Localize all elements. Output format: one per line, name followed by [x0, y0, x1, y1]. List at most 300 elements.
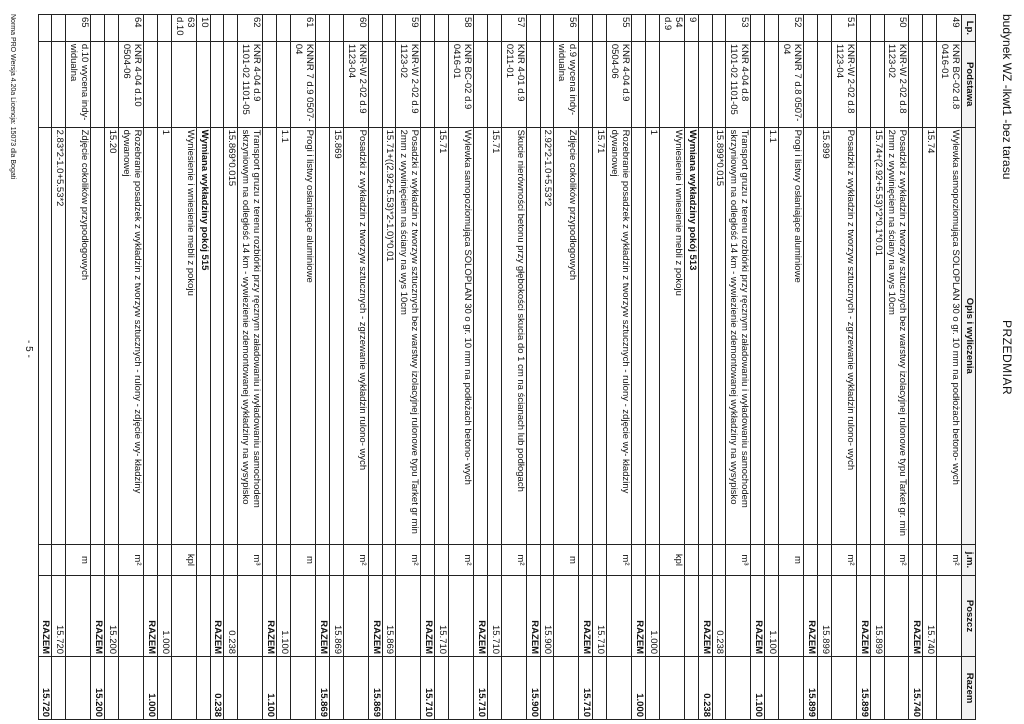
cell-opis: Wylewka samopoziomująca SOLOPLAN 30 o gr. 10 mm na podłożach betono- wych [449, 127, 474, 544]
table-row [277, 15, 291, 720]
cell-razem [937, 657, 962, 720]
cell-podstawa [593, 41, 607, 127]
cell-razem: 15.200 [91, 657, 105, 720]
cell-podstawa [171, 41, 196, 127]
cell-jm [105, 545, 119, 576]
cell-jm: m² [119, 545, 144, 576]
cell-opis: 15.74+(2.92+5.53)*2*0.1*0.01 [870, 127, 884, 544]
cell-jm: m² [396, 545, 421, 576]
cell-podstawa [526, 41, 540, 127]
cell-podstawa [105, 41, 119, 127]
cell-poszcz: 15.200 [105, 575, 119, 656]
cell-poszcz [659, 575, 684, 656]
cell-opis [579, 127, 593, 544]
cell-jm [52, 545, 66, 576]
cell-podstawa [487, 41, 501, 127]
cell-podstawa: KNR-W 2-02 d.9 1123-02 [396, 41, 421, 127]
cell-jm [593, 545, 607, 576]
cell-lp: 53 [726, 15, 751, 42]
cell-podstawa [870, 41, 884, 127]
cell-opis [143, 127, 157, 544]
cell-lp: 61 [291, 15, 316, 42]
cell-lp [52, 15, 66, 42]
cell-poszcz: RAZEM [751, 575, 765, 656]
table-row [487, 15, 501, 720]
cell-razem [645, 657, 659, 720]
cell-jm: kpl [659, 545, 684, 576]
table-header-row [962, 15, 976, 720]
cell-poszcz: 1.000 [157, 575, 171, 656]
cell-jm [698, 545, 712, 576]
cell-jm [804, 545, 818, 576]
cell-opis: 15.71 [435, 127, 449, 544]
cell-poszcz: RAZEM [263, 575, 277, 656]
cell-poszcz: 1.100 [765, 575, 779, 656]
cell-jm: m² [501, 545, 526, 576]
cell-lp: 56 [554, 15, 579, 42]
cell-poszcz: 15.899 [870, 575, 884, 656]
cell-lp: 9 [684, 15, 698, 42]
cell-poszcz [779, 575, 804, 656]
cell-poszcz: RAZEM [856, 575, 870, 656]
cell-opis [263, 127, 277, 544]
cell-lp [473, 15, 487, 42]
cell-lp [909, 15, 923, 42]
cell-jm [765, 545, 779, 576]
cell-podstawa [277, 41, 291, 127]
cell-jm [143, 545, 157, 576]
cell-opis: Posadzki z wykładzin z tworzyw sztucznych bez warstwy izolacyjnej rulonowe typu Tarket gr. min 2mm z wywinięciem na ściany na wys 10cm [884, 127, 909, 544]
cell-podstawa [382, 41, 396, 127]
cell-poszcz [607, 575, 632, 656]
cell-jm: m² [607, 545, 632, 576]
cell-razem [382, 657, 396, 720]
cell-poszcz: 15.900 [540, 575, 554, 656]
cell-lp: 62 [238, 15, 263, 42]
cell-jm: m [779, 545, 804, 576]
table-row-sum [804, 15, 818, 720]
cell-opis [210, 127, 224, 544]
cell-lp: 59 [396, 15, 421, 42]
cell-razem [501, 657, 526, 720]
cell-opis: 15.899 [817, 127, 831, 544]
cell-poszcz [396, 575, 421, 656]
cell-jm: m [554, 545, 579, 576]
table-row [712, 15, 726, 720]
table-row [224, 15, 238, 720]
cell-poszcz: 15.710 [487, 575, 501, 656]
cell-jm [435, 545, 449, 576]
cell-jm [909, 545, 923, 576]
cell-lp: 54 d.9 [659, 15, 684, 42]
cell-opis: Progi i listwy osłaniające aluminiowe [779, 127, 804, 544]
table-row [449, 15, 474, 720]
cell-lp [329, 15, 343, 42]
table-row [238, 15, 263, 720]
cell-razem [171, 657, 196, 720]
cell-poszcz: RAZEM [143, 575, 157, 656]
cell-opis: Wyniesienie i wniesienie mebli z pokoju [171, 127, 196, 544]
cell-poszcz: RAZEM [315, 575, 329, 656]
cell-jm: kpl [171, 545, 196, 576]
cell-lp [526, 15, 540, 42]
table-row-sum [143, 15, 157, 720]
cell-opis: 1.1 [765, 127, 779, 544]
cell-jm [224, 545, 238, 576]
page-number: - 5 - [23, 340, 34, 358]
cell-lp: 57 [501, 15, 526, 42]
cell-jm: m³ [238, 545, 263, 576]
cell-opis: 1 [645, 127, 659, 544]
cell-lp: 10 [196, 15, 210, 42]
cell-jm [632, 545, 646, 576]
cell-poszcz: RAZEM [804, 575, 818, 656]
cell-lp [277, 15, 291, 42]
cell-poszcz: RAZEM [210, 575, 224, 656]
cell-razem [105, 657, 119, 720]
cell-opis: Zdjęcie cokolików przypodłogowych [554, 127, 579, 544]
cell-lp [263, 15, 277, 42]
cell-lp: 51 [831, 15, 856, 42]
cell-opis: Rozebranie posadzek z wykładzin z tworzyw sztucznych - rulony - zdjęcie wy- kładziny dywanowej [119, 127, 144, 544]
cell-jm: m [66, 545, 91, 576]
table-row [765, 15, 779, 720]
table-row-sum [698, 15, 712, 720]
table-row [501, 15, 526, 720]
cell-opis: 15.71 [487, 127, 501, 544]
col-podstawa: Podstawa [962, 41, 976, 127]
cell-lp [435, 15, 449, 42]
cell-lp [856, 15, 870, 42]
cell-opis [473, 127, 487, 544]
cell-poszcz [238, 575, 263, 656]
cell-razem [870, 657, 884, 720]
table-row [52, 15, 66, 720]
cell-razem: 15.710 [579, 657, 593, 720]
cell-razem: 15.899 [804, 657, 818, 720]
cell-razem: 0.238 [698, 657, 712, 720]
cell-podstawa [645, 41, 659, 127]
cell-podstawa: KNR 4-04 d.8 1101-02 1101-05 [726, 41, 751, 127]
cell-podstawa [263, 41, 277, 127]
table-row-sum [856, 15, 870, 720]
cell-razem [291, 657, 316, 720]
cell-podstawa [329, 41, 343, 127]
table-row [593, 15, 607, 720]
cell-poszcz: RAZEM [526, 575, 540, 656]
cell-razem [884, 657, 909, 720]
cell-poszcz [831, 575, 856, 656]
cell-opis [804, 127, 818, 544]
table-row [779, 15, 804, 720]
cell-podstawa: KNR 4-04 d.10 0504-06 [119, 41, 144, 127]
cell-jm: m² [937, 545, 962, 576]
cell-razem: 15.740 [909, 657, 923, 720]
cell-poszcz: RAZEM [632, 575, 646, 656]
cell-poszcz: 15.899 [817, 575, 831, 656]
cell-razem [435, 657, 449, 720]
cell-poszcz: 15.740 [923, 575, 937, 656]
cell-razem: 1.000 [632, 657, 646, 720]
cell-podstawa: KNNR 7 d.8 0507-04 [779, 41, 804, 127]
table-row-sum [368, 15, 382, 720]
table-row [435, 15, 449, 720]
cell-jm [421, 545, 435, 576]
cell-razem [593, 657, 607, 720]
cell-poszcz: 1.100 [277, 575, 291, 656]
table-row [382, 15, 396, 720]
cell-podstawa: KNR-W 2-02 d.8 1123-04 [831, 41, 856, 127]
cell-lp [817, 15, 831, 42]
table-row [870, 15, 884, 720]
table-row-sum [210, 15, 224, 720]
cell-opis: Posadzki z wykładzin z tworzyw sztucznych - zgrzewanie wykładzin rulono- wych [831, 127, 856, 544]
cell-poszcz: 15.869 [329, 575, 343, 656]
cell-lp [870, 15, 884, 42]
cell-lp [210, 15, 224, 42]
cell-jm: m² [449, 545, 474, 576]
col-poszcz: Poszcz [962, 575, 976, 656]
cell-poszcz: RAZEM [698, 575, 712, 656]
cell-razem [66, 657, 91, 720]
cell-lp [38, 15, 52, 42]
cell-poszcz: RAZEM [38, 575, 52, 656]
cell-poszcz [726, 575, 751, 656]
table-row-sum [632, 15, 646, 720]
cell-podstawa: KNR-W 2-02 d.8 1123-02 [884, 41, 909, 127]
cell-podstawa [210, 41, 224, 127]
cell-lp [765, 15, 779, 42]
col-jm: j.m. [962, 545, 976, 576]
cell-podstawa [817, 41, 831, 127]
cell-lp [712, 15, 726, 42]
cell-razem [779, 657, 804, 720]
cell-lp [645, 15, 659, 42]
table-row [884, 15, 909, 720]
cell-podstawa: KNR-W 2-02 d.9 1123-04 [343, 41, 368, 127]
table-row-sum [91, 15, 105, 720]
cell-jm [277, 545, 291, 576]
cell-poszcz [196, 575, 210, 656]
cell-jm: m³ [726, 545, 751, 576]
table-row [645, 15, 659, 720]
cell-lp: 55 [607, 15, 632, 42]
przedmiar-table [38, 14, 976, 720]
cell-lp [421, 15, 435, 42]
cell-podstawa: d.10 wycena indy- widualna [66, 41, 91, 127]
table-row-sum [579, 15, 593, 720]
cell-podstawa [751, 41, 765, 127]
cell-lp [143, 15, 157, 42]
cell-opis [368, 127, 382, 544]
cell-poszcz [119, 575, 144, 656]
cell-podstawa [196, 41, 210, 127]
cell-lp [105, 15, 119, 42]
cell-opis: Transport gruzu z terenu rozbiórki przy ręcznym załadowaniu i wyładowaniu samochodem skrzyniowym na odległość 14 km - wywiezienie zdemontowanej wykładziny na wysypisko [238, 127, 263, 544]
cell-poszcz [449, 575, 474, 656]
table-row-section [196, 15, 210, 720]
cell-lp: 63 d.10 [171, 15, 196, 42]
cell-jm [210, 545, 224, 576]
cell-jm [712, 545, 726, 576]
cell-opis [698, 127, 712, 544]
cell-opis: Posadzki z wykładzin z tworzyw sztucznych - zgrzewanie wykładzin rulono- wych [343, 127, 368, 544]
cell-razem [607, 657, 632, 720]
cell-razem: 15.710 [473, 657, 487, 720]
cell-jm [382, 545, 396, 576]
cell-opis: Transport gruzu z terenu rozbiórki przy ręcznym załadowaniu i wyładowaniu samochodem skrzyniowym na odległość 14 km - wywiezienie zdemontowanej wykładziny na wysypisko [726, 127, 751, 544]
cell-jm [196, 545, 210, 576]
cell-opis: Wymiana wykładziny pokój 513 [684, 127, 698, 544]
cell-jm [38, 545, 52, 576]
cell-podstawa [804, 41, 818, 127]
cell-jm [487, 545, 501, 576]
table-row [396, 15, 421, 720]
cell-poszcz: 15.720 [52, 575, 66, 656]
cell-podstawa: KNR BC-02 d.9 0416-01 [449, 41, 474, 127]
cell-poszcz: RAZEM [579, 575, 593, 656]
cell-razem [765, 657, 779, 720]
cell-opis: 15.869 [329, 127, 343, 544]
cell-jm [315, 545, 329, 576]
cell-opis: Wymiana wykładziny pokój 515 [196, 127, 210, 544]
cell-opis: 2.83*2-1.0+5.53*2 [52, 127, 66, 544]
cell-podstawa [659, 41, 684, 127]
cell-lp [751, 15, 765, 42]
cell-lp [540, 15, 554, 42]
cell-lp: 58 [449, 15, 474, 42]
cell-razem [396, 657, 421, 720]
table-row [66, 15, 91, 720]
cell-podstawa [923, 41, 937, 127]
cell-lp [923, 15, 937, 42]
col-razem: Razem [962, 657, 976, 720]
cell-opis: 15.74 [923, 127, 937, 544]
table-row-sum [38, 15, 52, 720]
cell-lp [579, 15, 593, 42]
cell-poszcz: RAZEM [368, 575, 382, 656]
cell-poszcz: 15.710 [593, 575, 607, 656]
cell-poszcz [171, 575, 196, 656]
cell-lp: 50 [884, 15, 909, 42]
cell-lp: 52 [779, 15, 804, 42]
cell-razem [817, 657, 831, 720]
table-row [554, 15, 579, 720]
cell-jm: m [291, 545, 316, 576]
cell-opis: 15.71 [593, 127, 607, 544]
cell-razem [540, 657, 554, 720]
cell-razem [224, 657, 238, 720]
cell-poszcz [66, 575, 91, 656]
document-title: PRZEDMIAR [1000, 320, 1014, 396]
cell-razem [343, 657, 368, 720]
cell-razem [277, 657, 291, 720]
cell-opis: Skucie nierówności betonu przy głębokości skucia do 1 cm na ścianach lub podłogach [501, 127, 526, 544]
cell-opis: Zdjęcie cokolików przypodłogowych [66, 127, 91, 544]
cell-razem [238, 657, 263, 720]
cell-lp [382, 15, 396, 42]
col-lp: Lp. [962, 15, 976, 42]
cell-jm [368, 545, 382, 576]
table-row [831, 15, 856, 720]
document-subtitle: budynek WZ -lkwt1 -bez tarasu [1000, 14, 1014, 180]
cell-poszcz: RAZEM [91, 575, 105, 656]
cell-podstawa: d.9 wycena indy- widualna [554, 41, 579, 127]
cell-razem: 1.100 [751, 657, 765, 720]
cell-podstawa: KNNR 7 d.9 0507-04 [291, 41, 316, 127]
cell-poszcz: 1.000 [645, 575, 659, 656]
cell-jm [329, 545, 343, 576]
table-row-sum [909, 15, 923, 720]
cell-razem: 15.899 [856, 657, 870, 720]
table-row [659, 15, 684, 720]
cell-razem [684, 657, 698, 720]
table-row [171, 15, 196, 720]
cell-lp [157, 15, 171, 42]
cell-lp [368, 15, 382, 42]
cell-opis [751, 127, 765, 544]
cell-jm [856, 545, 870, 576]
cell-lp: 60 [343, 15, 368, 42]
cell-jm [870, 545, 884, 576]
cell-lp: 64 [119, 15, 144, 42]
cell-podstawa [421, 41, 435, 127]
cell-lp [593, 15, 607, 42]
cell-poszcz [937, 575, 962, 656]
cell-jm [645, 545, 659, 576]
cell-podstawa [52, 41, 66, 127]
cell-opis [315, 127, 329, 544]
table-row [119, 15, 144, 720]
cell-jm [91, 545, 105, 576]
cell-lp [315, 15, 329, 42]
table-row-sum [421, 15, 435, 720]
cell-podstawa [579, 41, 593, 127]
cell-razem [726, 657, 751, 720]
cell-poszcz: RAZEM [421, 575, 435, 656]
col-opis: Opis i wyliczenia [962, 127, 976, 544]
cell-razem [554, 657, 579, 720]
cell-podstawa [38, 41, 52, 127]
cell-razem: 15.710 [421, 657, 435, 720]
cell-jm [526, 545, 540, 576]
table-row-sum [263, 15, 277, 720]
cell-opis: Rozebranie posadzek z wykładzin z tworzyw sztucznych - rulony - zdjęcie wy- kładziny dywanowej [607, 127, 632, 544]
cell-podstawa: KNR BC-02 d.8 0416-01 [937, 41, 962, 127]
cell-podstawa [909, 41, 923, 127]
cell-lp [632, 15, 646, 42]
cell-opis: Wylewka samopoziomująca SOLOPLAN 30 o gr. 10 mm na podłożach betono- wych [937, 127, 962, 544]
cell-jm: m² [831, 545, 856, 576]
cell-opis [38, 127, 52, 544]
cell-jm [684, 545, 698, 576]
cell-opis [632, 127, 646, 544]
cell-opis: 15.899*0.015 [712, 127, 726, 544]
cell-jm [263, 545, 277, 576]
cell-razem [119, 657, 144, 720]
cell-lp [804, 15, 818, 42]
cell-podstawa [540, 41, 554, 127]
cell-lp [698, 15, 712, 42]
cell-podstawa [632, 41, 646, 127]
cell-jm [751, 545, 765, 576]
cell-razem [659, 657, 684, 720]
table-row [937, 15, 962, 720]
cell-razem: 15.720 [38, 657, 52, 720]
cell-razem [712, 657, 726, 720]
cell-opis [91, 127, 105, 544]
cell-poszcz [684, 575, 698, 656]
